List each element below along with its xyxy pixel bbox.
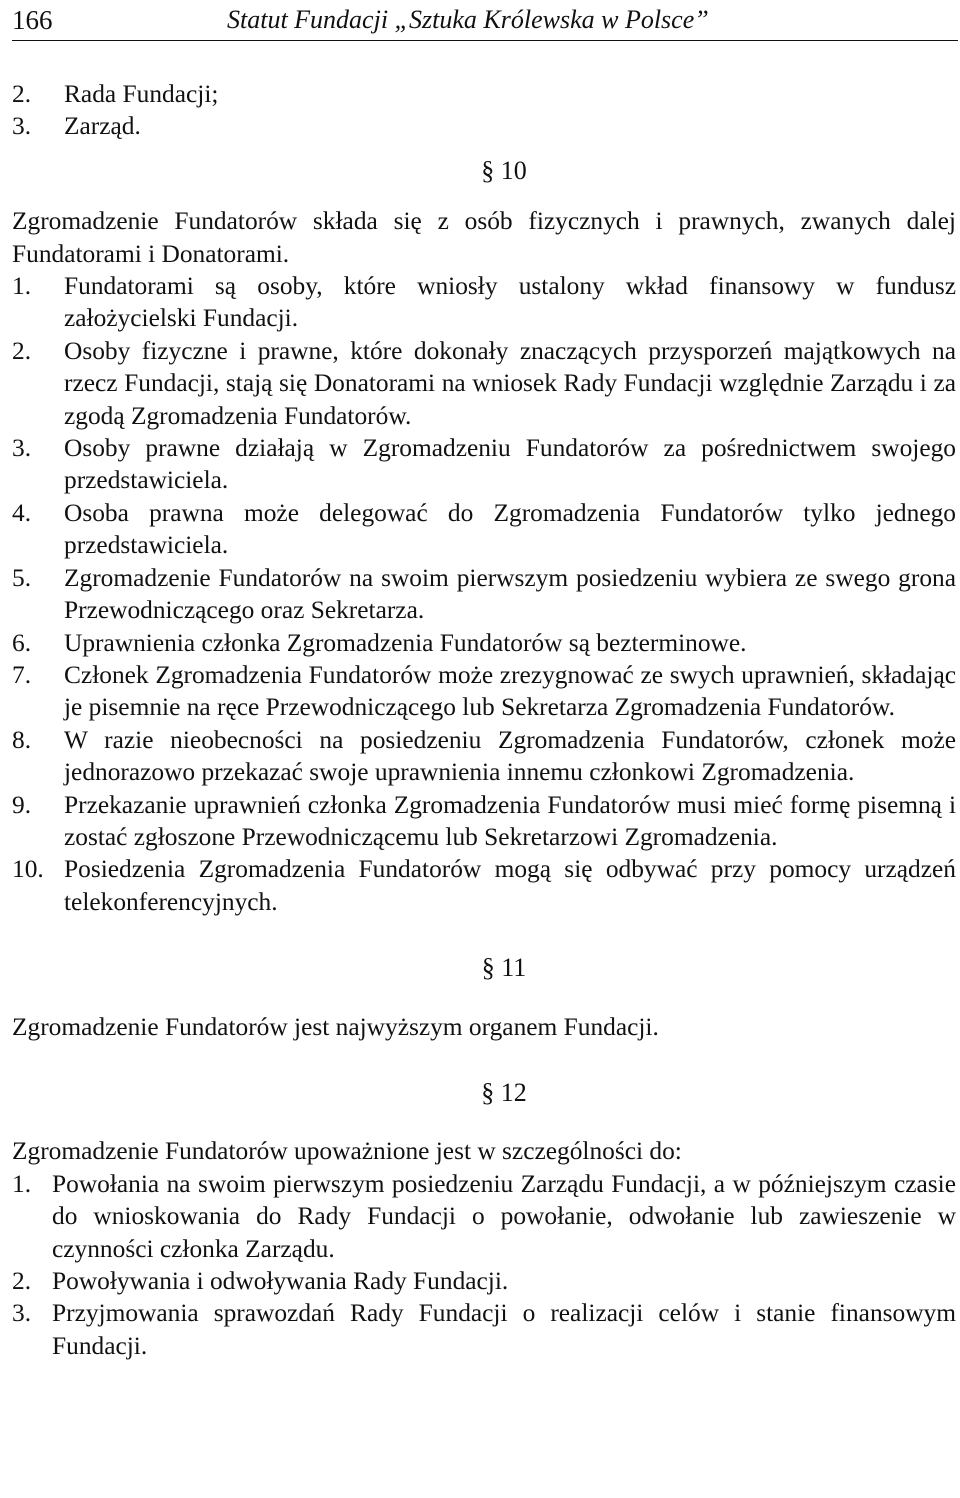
list-item	[12, 1168, 956, 1265]
item-text: Uprawnienia członka Zgromadzenia Fundatorów są bezterminowe.	[64, 628, 747, 657]
list-item	[12, 1297, 956, 1362]
section-12-list	[12, 1168, 956, 1362]
item-number: 4.	[12, 498, 32, 527]
item-text: Osoba prawna może delegować do Zgromadzenia Fundatorów tylko jednego przedstawiciela.	[64, 498, 956, 560]
item-text: Członek Zgromadzenia Fundatorów może zrezygnować ze swych uprawnień, składając je pisemnie na ręce Przewodniczącego lub Sekretarza Zgromadzenia Fundatorów.	[64, 660, 956, 722]
item-number: 1.	[12, 272, 32, 301]
section-10-intro: Zgromadzenie Fundatorów składa się z osób fizycznych i prawnych, zwanych dalej Fundatorami i Donatorami.	[12, 207, 956, 268]
running-title: Statut Fundacji „Sztuka Królewska w Polsce”	[227, 5, 709, 34]
list-item	[12, 78, 956, 110]
list-item	[12, 497, 956, 562]
section-heading-10: § 10	[481, 155, 527, 185]
list-item	[12, 335, 956, 432]
item-number: 1.	[12, 1169, 32, 1198]
item-number: 9.	[12, 790, 32, 819]
list-item	[12, 432, 956, 497]
item-text: Osoby fizyczne i prawne, które dokonały znaczących przysporzeń majątkowych na rzecz Fundacji, stają się Donatorami na wniosek Rady Fundacji względnie Zarządu i za zgodą Zgromadzenia Fundatorów.	[64, 336, 956, 430]
item-text: Zarząd.	[64, 112, 141, 141]
item-number: 10.	[12, 855, 44, 884]
item-text: Przekazanie uprawnień członka Zgromadzenia Fundatorów musi mieć formę pisemną i zostać zgłoszone Przewodniczącemu lub Sekretarzowi Zgromadzenia.	[64, 790, 956, 851]
item-number: 2.	[12, 336, 32, 365]
item-text: Przyjmowania sprawozdań Rady Fundacji o realizacji celów i stanie finansowym Fundacji.	[52, 1299, 956, 1360]
list-item	[12, 562, 956, 627]
section-11-text: Zgromadzenie Fundatorów jest najwyższym organem Fundacji.	[12, 1012, 659, 1041]
document-body	[12, 78, 956, 1362]
section-heading-12: § 12	[481, 1077, 527, 1107]
item-text: Posiedzenia Zgromadzenia Fundatorów mogą się odbywać przy pomocy urządzeń telekonferencyjnych.	[64, 855, 956, 916]
item-number: 7.	[12, 660, 32, 689]
list-item	[12, 1265, 956, 1297]
item-number: 2.	[12, 80, 32, 108]
item-number: 3.	[12, 434, 32, 463]
item-text: Osoby prawne działają w Zgromadzeniu Fundatorów za pośrednictwem swojego przedstawiciela.	[64, 434, 956, 495]
item-text: Zgromadzenie Fundatorów na swoim pierwszym posiedzeniu wybiera ze swego grona Przewodniczącego oraz Sekretarza.	[64, 563, 956, 625]
item-text: Rada Fundacji;	[64, 80, 219, 108]
item-text: Powołania na swoim pierwszym posiedzeniu Zarządu Fundacji, a w późniejszym czasie do wnioskowania do Rady Fundacji o powołanie, odwołanie lub zawieszenie w czynności członka Zarządu.	[52, 1169, 956, 1263]
running-head	[12, 4, 958, 41]
item-number: 3.	[12, 112, 32, 141]
item-number: 3.	[12, 1299, 32, 1328]
item-number: 8.	[12, 725, 32, 754]
item-text: W razie nieobecności na posiedzeniu Zgromadzenia Fundatorów, członek może jednorazowo przekazać swoje uprawnienia innemu członkowi Zgromadzenia.	[64, 725, 956, 787]
list-item	[12, 110, 956, 142]
item-number: 6.	[12, 628, 32, 657]
item-text: Fundatorami są osoby, które wniosły ustalony wkład finansowy w fundusz założycielski Fundacji.	[64, 272, 956, 333]
list-item	[12, 789, 956, 854]
section-12-intro: Zgromadzenie Fundatorów upoważnione jest w szczególności do:	[12, 1137, 682, 1166]
item-number: 5.	[12, 563, 32, 592]
item-number: 2.	[12, 1267, 32, 1295]
section-heading-11: § 11	[481, 953, 527, 983]
list-item	[12, 659, 956, 724]
list-item	[12, 724, 956, 789]
list-item	[12, 853, 956, 918]
page-number: 166	[12, 5, 53, 35]
list-item	[12, 627, 956, 659]
item-text: Powoływania i odwoływania Rady Fundacji.	[52, 1267, 509, 1295]
list-item	[12, 270, 956, 335]
